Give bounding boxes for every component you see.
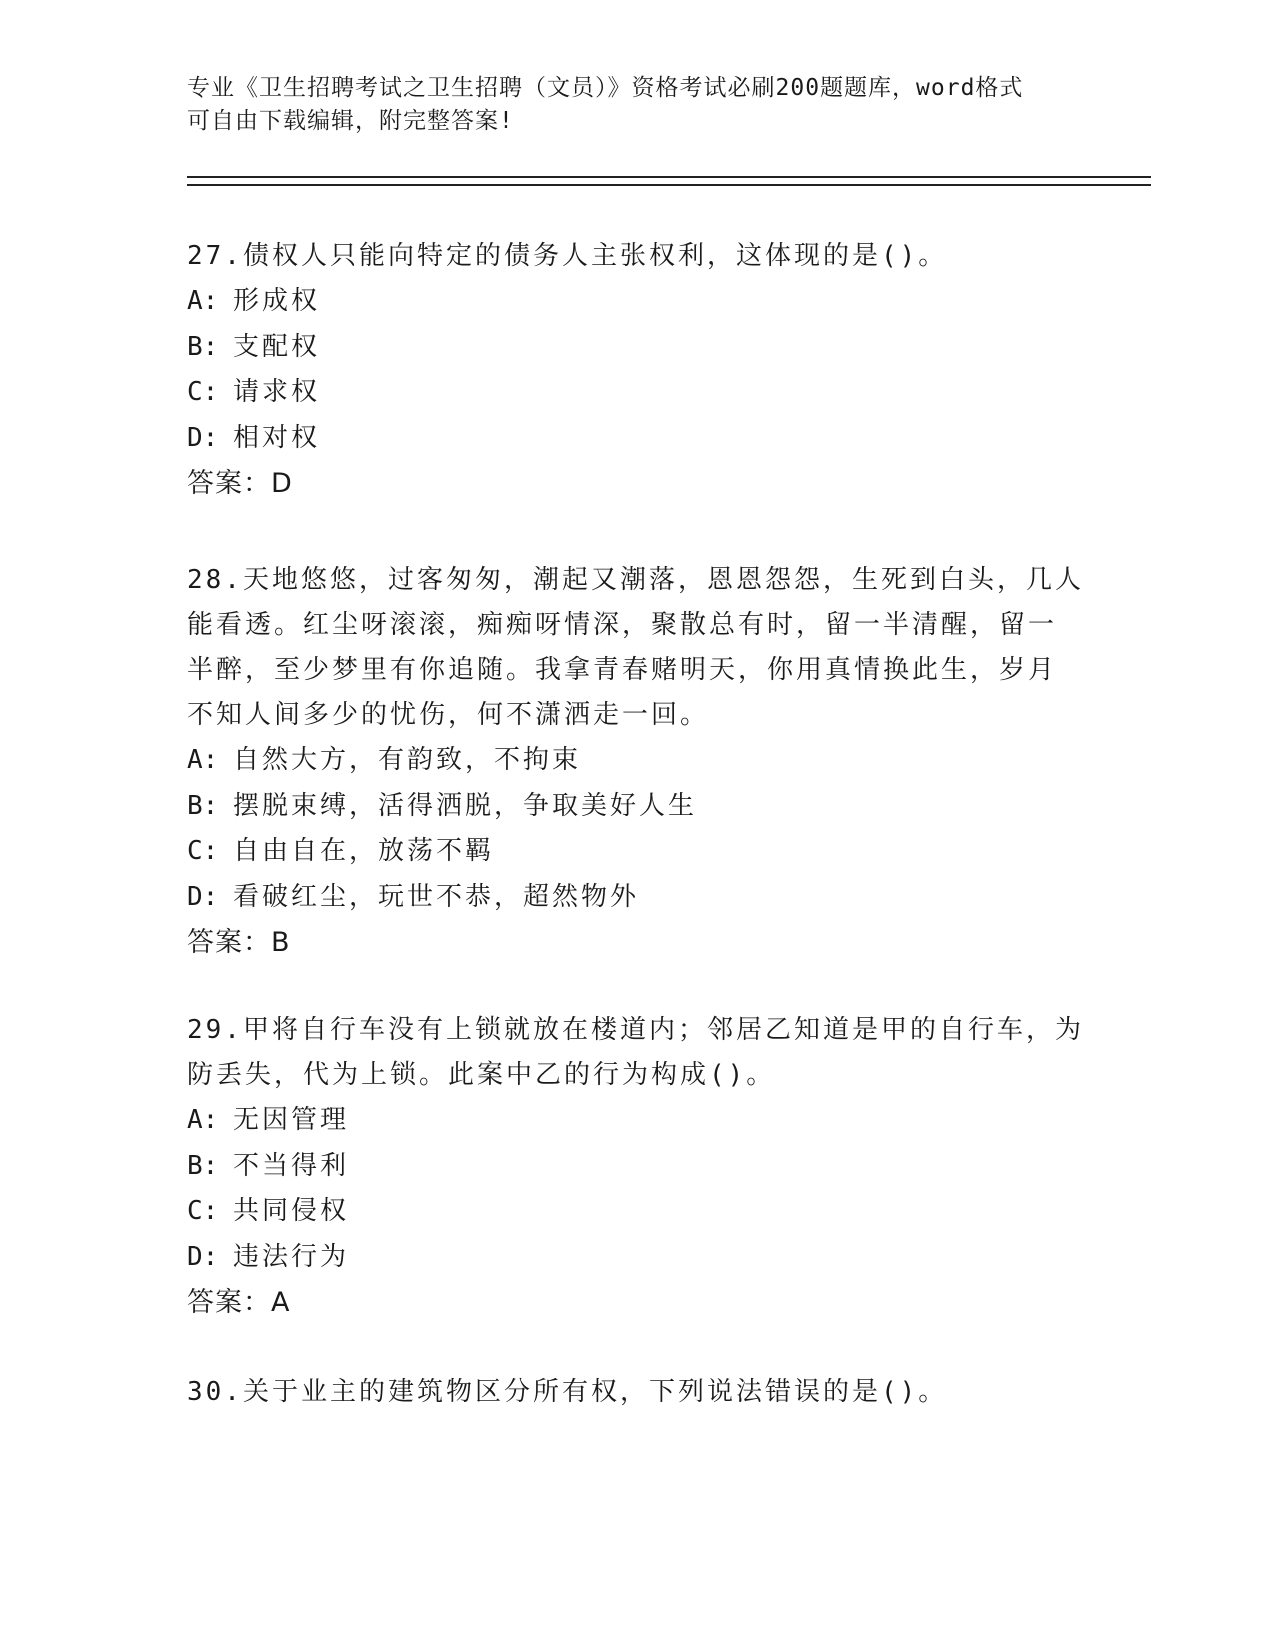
option-key: A: <box>187 745 219 775</box>
option-key: B: <box>187 331 219 362</box>
header-line-2: 可自由下载编辑，附完整答案! <box>187 108 514 134</box>
answer-line: 答案：D <box>187 468 293 499</box>
option-key: D: <box>187 881 219 912</box>
option-key: D: <box>187 422 219 453</box>
option-d <box>187 1235 1087 1281</box>
option-d <box>187 875 1087 921</box>
option-key: C: <box>187 836 219 866</box>
document-header <box>187 72 1067 138</box>
option-key: C: <box>187 1196 219 1226</box>
option-text: 自由自在，放荡不羁 <box>233 836 495 866</box>
question-stem-line: 28.天地悠悠，过客匆匆，潮起又潮落，恩恩怨怨，生死到白头，几人 <box>187 565 1084 595</box>
option-a <box>187 1098 1087 1144</box>
question-stem: 30.关于业主的建筑物区分所有权，下列说法错误的是()。 <box>187 1377 948 1407</box>
option-a <box>187 738 1087 784</box>
option-key: B: <box>187 790 219 821</box>
option-key: D: <box>187 1241 219 1272</box>
option-text: 形成权 <box>233 286 321 316</box>
option-text: 不当得利 <box>233 1150 350 1181</box>
option-text: 摆脱束缚，活得洒脱，争取美好人生 <box>233 790 698 821</box>
option-b <box>187 784 1087 830</box>
option-text: 看破红尘，玩世不恭，超然物外 <box>233 881 640 912</box>
answer-line: 答案：A <box>187 1287 291 1318</box>
header-divider <box>187 176 1151 186</box>
question-stem: 27.债权人只能向特定的债务人主张权利，这体现的是()。 <box>187 241 948 271</box>
question-30 <box>187 1370 1087 1415</box>
question-stem-line: 不知人间多少的忧伤，何不潇洒走一回。 <box>187 700 710 730</box>
option-a <box>187 279 1087 325</box>
option-text: 自然大方，有韵致，不拘束 <box>233 745 582 775</box>
question-stem-line: 能看透。红尘呀滚滚，痴痴呀情深，聚散总有时，留一半清醒，留一 <box>187 610 1058 640</box>
question-stem-line: 半醉，至少梦里有你追随。我拿青春赌明天，你用真情换此生，岁月 <box>187 655 1058 685</box>
option-c <box>187 370 1087 416</box>
option-b <box>187 325 1087 371</box>
question-stem-line: 防丢失，代为上锁。此案中乙的行为构成()。 <box>187 1060 776 1090</box>
option-text: 违法行为 <box>233 1241 350 1272</box>
answer-line: 答案：B <box>187 927 291 958</box>
option-b <box>187 1144 1087 1190</box>
option-d <box>187 416 1087 462</box>
option-text: 相对权 <box>233 422 321 453</box>
option-text: 支配权 <box>233 331 321 362</box>
option-key: B: <box>187 1150 219 1181</box>
question-stem-line: 29.甲将自行车没有上锁就放在楼道内；邻居乙知道是甲的自行车，为 <box>187 1015 1084 1045</box>
option-key: C: <box>187 377 219 407</box>
option-text: 共同侵权 <box>233 1196 350 1226</box>
option-key: A: <box>187 1105 219 1135</box>
header-line-1: 专业《卫生招聘考试之卫生招聘（文员）》资格考试必刷200题题库，word格式 <box>187 75 1024 101</box>
question-28 <box>187 558 1087 965</box>
option-key: A: <box>187 286 219 316</box>
option-c <box>187 1189 1087 1235</box>
question-27 <box>187 234 1087 506</box>
option-c <box>187 829 1087 875</box>
option-text: 请求权 <box>233 377 321 407</box>
question-29 <box>187 1008 1087 1325</box>
option-text: 无因管理 <box>233 1105 350 1135</box>
